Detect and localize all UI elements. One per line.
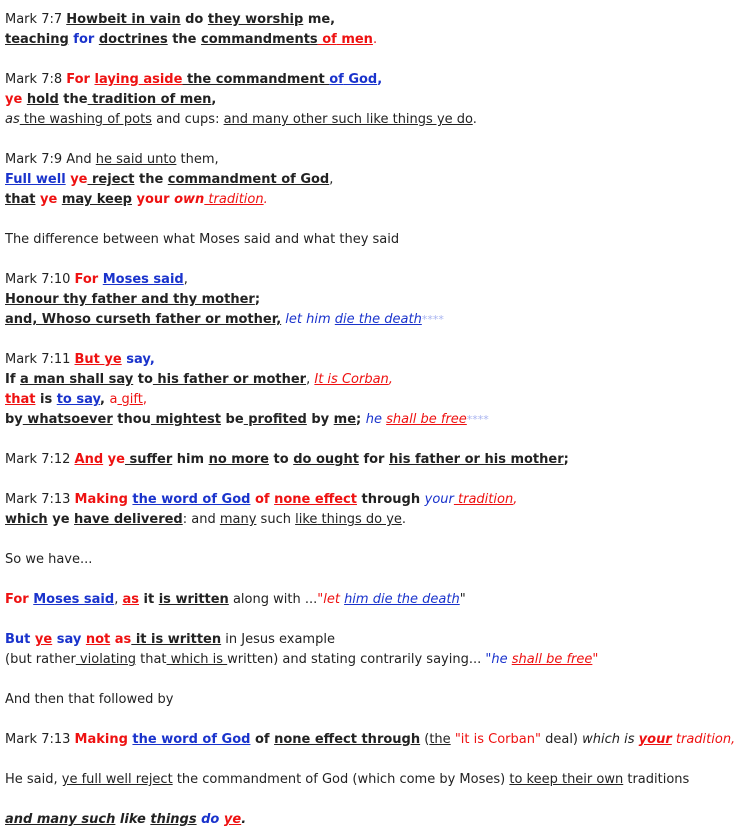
text-segment: the xyxy=(58,92,88,107)
text-line xyxy=(5,270,745,290)
text-line xyxy=(5,170,745,190)
text-segment: like xyxy=(295,512,318,527)
text-line xyxy=(5,90,745,110)
text-segment: ; xyxy=(563,452,569,467)
blank-line xyxy=(5,430,745,450)
text-segment: (but rather xyxy=(5,652,76,667)
text-line xyxy=(5,450,745,470)
text-segment: . xyxy=(472,112,477,127)
text-segment: not xyxy=(85,632,111,647)
text-segment: traditions xyxy=(623,772,690,787)
text-segment: doctrines xyxy=(98,32,168,47)
text-segment: whatsoever xyxy=(22,412,113,427)
text-segment: ye xyxy=(35,192,62,207)
text-segment: , xyxy=(388,372,393,387)
text-segment: Mark 7:11 xyxy=(5,352,75,367)
text-segment: He said, xyxy=(5,772,62,787)
text-segment: and many such xyxy=(5,812,116,827)
text-segment: , xyxy=(329,172,334,187)
text-segment: such xyxy=(256,512,296,527)
text-segment: them, xyxy=(176,152,219,167)
text-segment: the word of God xyxy=(132,492,251,507)
text-segment: ye xyxy=(223,812,242,827)
blank-line xyxy=(5,130,745,150)
text-segment: which is xyxy=(582,732,639,747)
text-segment: " xyxy=(592,652,599,667)
text-segment: do xyxy=(180,12,208,27)
text-segment: If xyxy=(5,372,21,387)
text-segment: suffer xyxy=(124,452,173,467)
text-line xyxy=(5,490,745,510)
text-segment: For xyxy=(66,72,95,87)
text-segment: to say xyxy=(56,392,100,407)
text-segment: that xyxy=(5,192,36,207)
text-segment: ye xyxy=(103,452,125,467)
text-segment: along with ... xyxy=(228,592,318,607)
text-segment: ye xyxy=(65,172,88,187)
text-segment: "let xyxy=(317,592,345,607)
text-line xyxy=(5,690,745,710)
text-line xyxy=(5,290,745,310)
text-segment: it is written xyxy=(131,632,222,647)
text-segment: for xyxy=(358,452,389,467)
text-segment: Moses said xyxy=(33,592,115,607)
text-line xyxy=(5,650,745,670)
text-segment: " xyxy=(459,592,466,607)
text-segment: . xyxy=(263,192,268,207)
blank-line xyxy=(5,530,745,550)
text-segment: of xyxy=(317,32,337,47)
text-segment: die the death xyxy=(334,312,422,327)
text-segment: tradition of men xyxy=(87,92,212,107)
text-segment: for xyxy=(68,32,99,47)
text-segment: and cups: xyxy=(151,112,224,127)
text-segment: he xyxy=(365,412,387,427)
text-segment: me, xyxy=(303,12,336,27)
blank-line xyxy=(5,710,745,730)
text-line xyxy=(5,10,745,30)
text-line xyxy=(5,730,745,750)
text-segment: be xyxy=(221,412,244,427)
text-segment: , xyxy=(306,372,315,387)
text-line xyxy=(5,150,745,170)
text-segment: shall be free xyxy=(511,652,593,667)
text-segment: none effect through xyxy=(274,732,421,747)
text-segment: his father or his mother xyxy=(388,452,564,467)
text-segment: laying xyxy=(94,72,139,87)
text-segment: tradition xyxy=(453,492,514,507)
text-line xyxy=(5,510,745,530)
text-segment: your xyxy=(424,492,454,507)
text-segment: violating xyxy=(75,652,136,667)
text-segment: him xyxy=(172,452,209,467)
text-segment: . xyxy=(241,812,247,827)
text-line xyxy=(5,550,745,570)
text-segment: shall be free xyxy=(386,412,467,427)
text-segment: the commandment of God (which come by Moses) xyxy=(172,772,510,787)
text-segment: But xyxy=(5,632,35,647)
text-segment: reject xyxy=(87,172,135,187)
text-segment: Full well xyxy=(5,172,66,187)
text-segment: . xyxy=(372,32,378,47)
text-segment: **** xyxy=(421,313,444,326)
text-segment: the xyxy=(429,732,451,747)
text-segment: thou xyxy=(112,412,151,427)
text-line xyxy=(5,230,745,250)
blank-line xyxy=(5,50,745,70)
text-segment: things xyxy=(150,812,197,827)
text-segment: ye xyxy=(47,512,75,527)
text-segment: ; xyxy=(356,412,366,427)
text-segment: mightest xyxy=(150,412,222,427)
text-line xyxy=(5,190,745,210)
text-segment: deal) xyxy=(540,732,583,747)
text-segment: : and xyxy=(182,512,220,527)
text-segment: , xyxy=(211,92,217,107)
text-segment: aside xyxy=(138,72,183,87)
text-segment: Mark 7:13 xyxy=(5,492,75,507)
text-segment: profited xyxy=(243,412,307,427)
text-segment: things do ye xyxy=(317,512,402,527)
text-segment: is xyxy=(35,392,57,407)
text-segment: none effect xyxy=(274,492,357,507)
text-segment: "he xyxy=(485,652,512,667)
blank-line xyxy=(5,250,745,270)
text-segment: and many other such like things ye do xyxy=(223,112,473,127)
text-segment: Mark 7:12 xyxy=(5,452,75,467)
text-segment: Mark 7:13 xyxy=(5,732,75,747)
text-segment: Making xyxy=(74,492,133,507)
text-segment: do xyxy=(196,812,224,827)
text-segment: through xyxy=(356,492,425,507)
blank-line xyxy=(5,750,745,770)
text-segment: like xyxy=(115,812,151,827)
text-segment: . xyxy=(401,512,407,527)
text-segment: But ye xyxy=(74,352,122,367)
text-segment: as xyxy=(5,112,20,127)
text-segment: Moses said xyxy=(102,272,184,287)
text-segment: , xyxy=(142,392,147,407)
blank-line xyxy=(5,610,745,630)
text-line xyxy=(5,630,745,650)
text-segment: Mark 7:8 xyxy=(5,72,67,87)
text-segment: the commandment xyxy=(182,72,330,87)
text-segment: , xyxy=(114,592,123,607)
text-segment: Making xyxy=(74,732,133,747)
text-line xyxy=(5,310,745,330)
blank-line xyxy=(5,470,745,490)
text-segment: have delivered xyxy=(74,512,183,527)
text-segment: God xyxy=(343,72,378,87)
text-segment: his father or mother xyxy=(152,372,307,387)
text-segment: , xyxy=(183,272,188,287)
blank-line xyxy=(5,790,745,810)
text-segment: commandments xyxy=(201,32,318,47)
text-segment: as xyxy=(122,592,139,607)
text-segment: of xyxy=(250,492,270,507)
text-segment: that xyxy=(5,392,36,407)
blank-line xyxy=(5,210,745,230)
text-segment: that xyxy=(135,652,167,667)
text-segment: to keep their own xyxy=(509,772,624,787)
text-segment: Mark 7:10 xyxy=(5,272,75,287)
text-segment: may keep xyxy=(61,192,132,207)
text-segment: Howbeit in vain xyxy=(66,12,181,27)
text-segment: For xyxy=(5,592,34,607)
text-segment: by xyxy=(306,412,334,427)
blank-line xyxy=(5,330,745,350)
text-segment: , xyxy=(513,492,518,507)
text-segment: commandment of God xyxy=(167,172,330,187)
text-segment: ye xyxy=(34,632,53,647)
text-segment: written) and stating contrarily saying... xyxy=(227,652,486,667)
text-line xyxy=(5,30,745,50)
text-segment: Mark 7:9 And xyxy=(5,152,96,167)
text-segment: as xyxy=(110,632,132,647)
text-segment: is written xyxy=(158,592,229,607)
text-segment: let him xyxy=(281,312,335,327)
text-line xyxy=(5,770,745,790)
text-segment: the washing of pots xyxy=(19,112,152,127)
text-segment: a xyxy=(109,392,118,407)
text-line xyxy=(5,350,745,370)
text-line xyxy=(5,70,745,90)
text-segment: the xyxy=(167,32,202,47)
text-segment: It is Corban xyxy=(314,372,389,387)
text-line xyxy=(5,590,745,610)
text-line xyxy=(5,370,745,390)
text-segment: it xyxy=(138,592,159,607)
text-segment: say, xyxy=(121,352,155,367)
text-segment: tradition xyxy=(204,192,264,207)
text-segment: For xyxy=(74,272,103,287)
text-segment: men xyxy=(336,32,373,47)
text-segment: him die the death xyxy=(344,592,460,607)
text-segment: ; xyxy=(254,292,261,307)
text-segment: The difference between what Moses said and what they said xyxy=(5,232,400,247)
text-segment: tradition, xyxy=(671,732,736,747)
text-segment: ye full well reject xyxy=(61,772,173,787)
text-segment: to xyxy=(133,372,153,387)
text-segment: the xyxy=(134,172,168,187)
text-segment: and, Whoso curseth father or mother, xyxy=(5,312,282,327)
blank-line xyxy=(5,570,745,590)
text-segment: a man shall say xyxy=(20,372,134,387)
text-segment: teaching xyxy=(5,32,69,47)
document-body xyxy=(5,10,745,830)
text-segment: to xyxy=(268,452,294,467)
text-segment: in Jesus example xyxy=(221,632,335,647)
text-segment: me xyxy=(333,412,357,427)
text-line xyxy=(5,110,745,130)
text-segment: do ought xyxy=(293,452,359,467)
text-segment: own xyxy=(174,192,205,207)
text-segment: , xyxy=(99,392,110,407)
text-segment: "it is Corban" xyxy=(454,732,541,747)
text-segment: your xyxy=(131,192,175,207)
text-line xyxy=(5,410,745,430)
blank-line xyxy=(5,670,745,690)
text-segment: no more xyxy=(208,452,269,467)
text-segment: hold xyxy=(26,92,59,107)
text-segment: of xyxy=(329,72,344,87)
text-segment: say xyxy=(52,632,86,647)
text-segment: ye xyxy=(5,92,27,107)
text-segment: gift xyxy=(117,392,143,407)
text-line xyxy=(5,390,745,410)
text-segment: And then that followed by xyxy=(5,692,174,707)
text-segment: which is xyxy=(166,652,228,667)
text-segment: And xyxy=(74,452,104,467)
text-segment: they worship xyxy=(207,12,304,27)
text-segment: which xyxy=(5,512,48,527)
text-segment: **** xyxy=(466,413,489,426)
text-segment: many xyxy=(219,512,257,527)
text-segment: , xyxy=(377,72,383,87)
text-segment: Honour thy father and thy mother xyxy=(5,292,255,307)
text-segment: So we have... xyxy=(5,552,93,567)
text-segment: your xyxy=(638,732,672,747)
text-segment: he said unto xyxy=(95,152,177,167)
text-line xyxy=(5,810,745,830)
text-segment: of xyxy=(250,732,275,747)
text-segment: the word of God xyxy=(132,732,251,747)
text-segment: Mark 7:7 xyxy=(5,12,67,27)
text-segment: by xyxy=(5,412,23,427)
text-segment: ( xyxy=(420,732,430,747)
